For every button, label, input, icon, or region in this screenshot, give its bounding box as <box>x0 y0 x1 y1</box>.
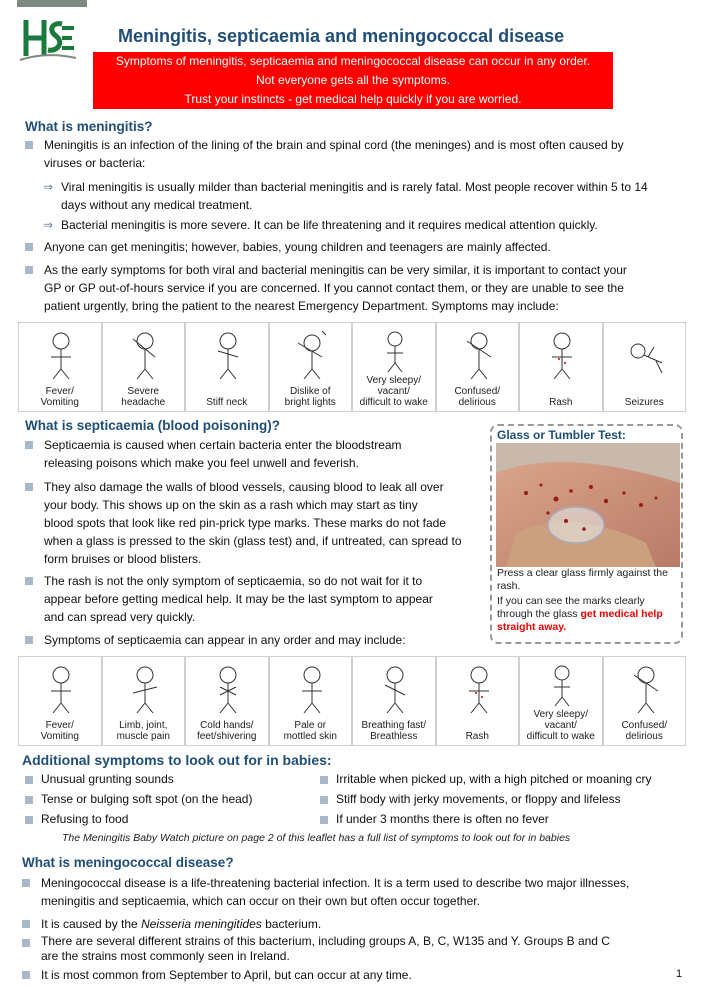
person-fever-icon <box>41 329 81 379</box>
bullet-text: days without any medical treatment. <box>61 198 253 212</box>
list-item-text: Tense or bulging soft spot (on the head) <box>41 792 253 806</box>
bullet-text: There are several different strains of this bacterium, including groups A, B, C, W135 and Y. Groups B and C <box>41 934 610 948</box>
symptom-tile <box>519 322 603 412</box>
symptom-label: delirious <box>458 397 496 408</box>
bullet-text: Meningococcal disease is a life-threatening bacterial infection. It is a term used to describe two major illnesses, <box>41 876 630 890</box>
meningitis-symptom-strip <box>18 322 686 412</box>
alert-line: Trust your instincts - get medical help quickly if you are worried. <box>184 92 522 106</box>
bullet <box>44 478 484 568</box>
bullet-text: viruses or bacteria: <box>44 156 146 170</box>
list-item <box>41 770 252 789</box>
alert-line: Not everyone gets all the symptoms. <box>255 73 451 87</box>
symptom-tile <box>185 322 269 412</box>
symptom-label: Vomiting <box>40 397 79 408</box>
symptom-tile <box>352 656 436 746</box>
babies-left-list <box>41 770 252 829</box>
symptom-tile <box>269 656 353 746</box>
person-headache-icon <box>125 329 165 379</box>
bullet-text: It is most common from September to April, but can occur at any time. <box>41 968 412 982</box>
bullet-text: GP or GP out-of-hours service if you are concerned. If you cannot contact them, or they are unable to see the <box>44 281 624 295</box>
symptom-label: Fever/ <box>45 720 74 731</box>
bullet-text: Symptoms of septicaemia can appear in any order and may include: <box>44 633 406 647</box>
symptom-tile <box>102 656 186 746</box>
bullet-text: appear before getting medical help. It may be the last symptom to appear <box>44 592 433 606</box>
symptom-label: Dislike of <box>289 386 331 397</box>
symptom-label: Rash <box>465 731 489 742</box>
bullet-text: and can spread very quickly. <box>44 610 196 624</box>
glass-test-text <box>497 567 681 634</box>
bullet-icon <box>22 939 30 947</box>
symptom-label: Very sleepy/ <box>533 709 588 720</box>
symptom-label: Vomiting <box>40 731 79 742</box>
person-stiff-neck-icon <box>208 329 248 379</box>
symptom-label: Limb, joint, <box>119 720 168 731</box>
glass-test-photo <box>496 443 680 567</box>
person-fever-icon <box>41 663 81 713</box>
bullet-icon <box>25 483 33 491</box>
person-breathing-icon <box>375 663 415 713</box>
bullet-icon <box>320 796 328 804</box>
person-cold-hands-icon <box>208 663 248 713</box>
bullet-icon <box>22 920 30 928</box>
symptom-label: Cold hands/ <box>200 720 254 731</box>
person-sleepy-icon <box>375 329 415 373</box>
sub-bullet <box>43 178 691 214</box>
glass-test-warning-text: If you can see the marks clearly through the glass <box>497 595 645 620</box>
text-span: bacterium. <box>261 917 322 931</box>
bullet-icon <box>25 776 33 784</box>
bacterium-name: Neisseria meningitides <box>141 917 262 931</box>
bullet <box>44 436 484 472</box>
symptom-label: difficult to wake <box>359 397 428 408</box>
symptom-label: Fever/ <box>45 386 74 397</box>
bullet <box>44 238 694 256</box>
bullet-icon <box>320 816 328 824</box>
person-sleepy-icon <box>542 663 582 707</box>
symptom-label: Stiff neck <box>206 397 248 408</box>
logo-top-bar <box>17 0 87 7</box>
bullet <box>44 631 484 649</box>
list-item <box>41 790 252 809</box>
symptom-tile <box>102 322 186 412</box>
symptom-tile <box>18 656 102 746</box>
symptom-label: vacant/ <box>544 720 577 731</box>
page-title: Meningitis, septicaemia and meningococcal disease <box>118 26 565 46</box>
bullet-icon <box>25 636 33 644</box>
meningococcal-heading: What is meningococcal disease? <box>22 855 234 870</box>
page-number: 1 <box>676 968 683 980</box>
symptom-tile <box>603 322 687 412</box>
bullet-text: releasing poisons which make you feel unwell and feverish. <box>44 456 359 470</box>
list-item-text: Unusual grunting sounds <box>41 772 174 786</box>
septicaemia-symptom-strip <box>18 656 686 746</box>
person-limb-pain-icon <box>125 663 165 713</box>
bullet-text: Bacterial meningitis is more severe. It can be life threatening and it requires medical attention quickly. <box>61 218 598 232</box>
person-rash-icon <box>459 663 499 713</box>
symptom-label: mottled skin <box>283 731 337 742</box>
glass-test-warning-red: get medical help straight away. <box>497 608 663 633</box>
bullet-icon <box>320 776 328 784</box>
babies-right-list <box>336 770 652 829</box>
symptom-tile <box>436 322 520 412</box>
symptom-label: Very sleepy/ <box>366 375 421 386</box>
bullet-text: As the early symptoms for both viral and bacterial meningitis can be very similar, it is important to contact your <box>44 263 627 277</box>
bullet-text: patient urgently, bring the patient to the nearest Emergency Department. Symptoms may include: <box>44 299 559 313</box>
alert-line: Symptoms of meningitis, septicaemia and meningococcal disease can occur in any order. <box>115 54 591 68</box>
bullet-text <box>41 915 691 933</box>
symptom-tile <box>352 322 436 412</box>
bullet <box>44 136 694 172</box>
person-light-icon <box>292 329 332 379</box>
list-item <box>41 810 252 829</box>
symptom-label: Confused/ <box>621 720 668 731</box>
arrow-icon: ⇒ <box>43 218 54 232</box>
list-item <box>336 810 652 829</box>
baby-watch-note: The Meningitis Baby Watch picture on page 2 of this leaflet has a full list of symptoms to look out for in babies <box>62 832 571 844</box>
list-item-text: Stiff body with jerky movements, or floppy and lifeless <box>336 792 621 806</box>
bullet-text: form bruises or blood blisters. <box>44 552 202 566</box>
arrow-icon: ⇒ <box>43 180 54 194</box>
text-span: It is caused by the <box>41 917 142 931</box>
list-item <box>336 770 652 789</box>
bullet-icon <box>25 141 33 149</box>
symptom-label: difficult to wake <box>526 731 595 742</box>
bullet <box>44 572 484 626</box>
symptom-label: feet/shivering <box>197 731 257 742</box>
symptom-tile <box>436 656 520 746</box>
symptom-label: bright lights <box>284 397 336 408</box>
symptom-label: delirious <box>625 731 663 742</box>
bullet-icon <box>25 796 33 804</box>
hse-logo <box>18 14 78 62</box>
bullet-text: your body. This shows up on the skin as a rash which may start as tiny <box>44 498 418 512</box>
bullet-icon <box>25 441 33 449</box>
person-pale-skin-icon <box>292 663 332 713</box>
bullet-text: Meningitis is an infection of the lining of the brain and spinal cord (the meninges) and is most often caused by <box>44 138 624 152</box>
symptom-label: headache <box>121 397 166 408</box>
bullet <box>44 261 694 315</box>
glass-test-instruction: Press a clear glass firmly against the rash. <box>497 567 668 592</box>
bullet-text: Viral meningitis is usually milder than bacterial meningitis and is rarely fatal. Most people recover within 5 to 14 <box>61 180 648 194</box>
bullet-icon <box>25 816 33 824</box>
glass-test-title: Glass or Tumbler Test: <box>497 428 626 442</box>
bullet-text: They also damage the walls of blood vessels, causing blood to leak all over <box>44 480 444 494</box>
symptom-label: vacant/ <box>377 386 410 397</box>
alert-banner <box>93 52 613 109</box>
bullet-text: blood spots that look like red pin-prick type marks. These marks do not fade <box>44 516 446 530</box>
symptom-tile <box>18 322 102 412</box>
symptom-tile <box>185 656 269 746</box>
bullet-icon <box>22 879 30 887</box>
bullet <box>41 934 691 964</box>
bullet <box>41 966 661 984</box>
bullet-text: meningitis and septicaemia, which can occur on their own but often occur together. <box>41 894 480 908</box>
list-item-text: Refusing to food <box>41 812 129 826</box>
symptom-label: Severe <box>127 386 160 397</box>
bullet-text: The rash is not the only symptom of septicaemia, so do not wait for it to <box>44 574 423 588</box>
symptom-label: Breathing fast/ <box>361 720 426 731</box>
list-item-text: Irritable when picked up, with a high pitched or moaning cry <box>336 772 652 786</box>
bullet-text: Septicaemia is caused when certain bacteria enter the bloodstream <box>44 438 402 452</box>
symptom-label: Seizures <box>624 397 664 408</box>
bullet-text: when a glass is pressed to the skin (glass test) and, if untreated, can spread to <box>44 534 462 548</box>
sub-bullet <box>43 216 691 234</box>
person-rash-icon <box>542 329 582 379</box>
bullet-icon <box>25 577 33 585</box>
symptom-tile <box>519 656 603 746</box>
bullet-icon <box>25 266 33 274</box>
symptom-tile <box>603 656 687 746</box>
list-item-text: If under 3 months there is often no fever <box>336 812 549 826</box>
glass-test-warning <box>497 595 681 634</box>
bullet <box>41 874 691 910</box>
bullet-text: Anyone can get meningitis; however, babies, young children and teenagers are mainly affected. <box>44 240 551 254</box>
bullet-text: are the strains most commonly seen in Ireland. <box>41 949 290 963</box>
symptom-label: muscle pain <box>116 731 170 742</box>
person-seizure-icon <box>626 329 666 379</box>
person-confused-icon <box>459 329 499 379</box>
bullet <box>41 915 691 933</box>
bullet-icon <box>22 971 30 979</box>
list-item <box>336 790 652 809</box>
bullet-icon <box>25 243 33 251</box>
person-confused-icon <box>626 663 666 713</box>
symptom-label: Rash <box>549 397 573 408</box>
meningitis-heading: What is meningitis? <box>25 119 153 134</box>
symptom-label: Breathless <box>370 731 418 742</box>
symptom-tile <box>269 322 353 412</box>
symptom-label: Confused/ <box>454 386 501 397</box>
babies-heading: Additional symptoms to look out for in babies: <box>22 752 332 768</box>
septicaemia-heading: What is septicaemia (blood poisoning)? <box>25 418 281 433</box>
symptom-label: Pale or <box>294 720 327 731</box>
